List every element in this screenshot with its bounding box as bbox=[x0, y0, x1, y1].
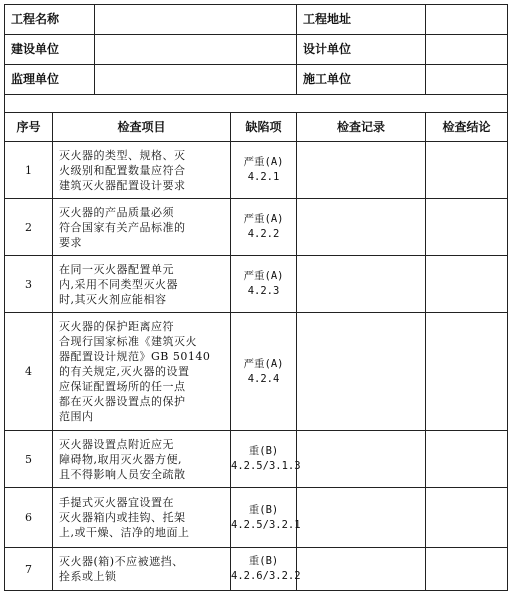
check-item-line: 灭火器的保护距离应符 bbox=[59, 320, 174, 333]
check-item-line: 建筑灭火器配置设计要求 bbox=[59, 178, 186, 192]
defect-severity: 严重(A) bbox=[243, 213, 284, 225]
table-row bbox=[5, 199, 508, 256]
defect-severity: 严重(A) bbox=[243, 357, 284, 370]
check-item-line: 范围内 bbox=[59, 410, 94, 423]
inspection-record-cell bbox=[297, 548, 426, 591]
defect-level bbox=[231, 548, 301, 591]
check-item bbox=[53, 431, 231, 488]
col-defect-header: 缺陷项 bbox=[231, 113, 297, 142]
column-header-row bbox=[5, 113, 508, 142]
defect-level bbox=[231, 313, 297, 431]
defect-level bbox=[231, 488, 301, 548]
check-item-line: 火级别和配置数量应符合 bbox=[59, 163, 186, 177]
construction-unit-label: 建设单位 bbox=[5, 35, 95, 65]
project-address-field bbox=[426, 5, 508, 35]
check-item-line: 灭火器箱内或挂钩、托架 bbox=[59, 511, 186, 524]
defect-clause: 4.2.5/3.1.3 bbox=[231, 460, 301, 472]
inspection-conclusion-cell bbox=[426, 548, 508, 591]
col-no-header: 序号 bbox=[5, 113, 53, 142]
table-row bbox=[5, 431, 508, 488]
header-row-2 bbox=[5, 35, 508, 65]
check-item-line: 灭火器的产品质量必须 bbox=[59, 205, 174, 219]
inspection-record-cell bbox=[297, 256, 426, 313]
check-item-line: 障碍物,取用灭火器方便, bbox=[59, 452, 182, 466]
check-item-line: 且不得影响人员安全疏散 bbox=[59, 467, 186, 481]
table-row bbox=[5, 142, 508, 199]
row-number: 5 bbox=[5, 431, 53, 488]
defect-level bbox=[231, 431, 301, 488]
construction-unit-field bbox=[95, 35, 297, 65]
defect-severity: 重(B) bbox=[248, 445, 279, 457]
builder-unit-field bbox=[426, 65, 508, 95]
check-item-line: 要求 bbox=[59, 235, 82, 249]
inspection-conclusion-cell bbox=[426, 431, 508, 488]
check-item bbox=[53, 313, 231, 431]
header-row-3 bbox=[5, 65, 508, 95]
design-unit-field bbox=[426, 35, 508, 65]
check-item-line: 器配置设计规范》GB 50140 bbox=[59, 350, 211, 363]
check-item-line: 内,采用不同类型灭火器 bbox=[59, 277, 178, 291]
project-name-label: 工程名称 bbox=[5, 5, 95, 35]
inspection-form bbox=[4, 4, 507, 610]
defect-clause: 4.2.6/3.2.2 bbox=[231, 570, 301, 582]
check-item-line: 灭火器(箱)不应被遮挡、 bbox=[59, 555, 184, 568]
check-item-line: 的有关规定,灭火器的设置 bbox=[59, 365, 190, 378]
inspection-conclusion-cell bbox=[426, 488, 508, 548]
check-item-line: 都在灭火器设置点的保护 bbox=[59, 395, 186, 408]
supervision-unit-field bbox=[95, 65, 297, 95]
inspection-rows bbox=[5, 142, 508, 591]
inspection-conclusion-cell bbox=[426, 142, 508, 199]
check-item-line: 灭火器的类型、规格、灭 bbox=[59, 148, 186, 162]
table-row bbox=[5, 488, 508, 548]
defect-severity: 重(B) bbox=[248, 503, 279, 516]
defect-severity: 严重(A) bbox=[243, 156, 284, 168]
defect-clause: 4.2.3 bbox=[247, 285, 280, 297]
check-item bbox=[53, 548, 231, 591]
check-item bbox=[53, 142, 231, 199]
row-number: 4 bbox=[5, 313, 53, 431]
inspection-record-cell bbox=[297, 488, 426, 548]
check-item-line: 时,其灭火剂应能相容 bbox=[59, 292, 167, 306]
inspection-record-cell bbox=[297, 142, 426, 199]
design-unit-label: 设计单位 bbox=[297, 35, 426, 65]
supervision-unit-label: 监理单位 bbox=[5, 65, 95, 95]
check-item-line: 应保证配置场所的任一点 bbox=[59, 380, 186, 393]
project-address-label: 工程地址 bbox=[297, 5, 426, 35]
defect-clause: 4.2.2 bbox=[247, 228, 280, 240]
inspection-record-cell bbox=[297, 313, 426, 431]
row-number: 2 bbox=[5, 199, 53, 256]
inspection-record-cell bbox=[297, 199, 426, 256]
spacer-row bbox=[5, 95, 508, 113]
defect-level bbox=[231, 142, 297, 199]
defect-severity: 重(B) bbox=[248, 555, 279, 567]
row-number: 3 bbox=[5, 256, 53, 313]
inspection-conclusion-cell bbox=[426, 313, 508, 431]
inspection-conclusion-cell bbox=[426, 199, 508, 256]
spacer-cell bbox=[5, 95, 508, 113]
check-item-line: 合现行国家标准《建筑灭火 bbox=[59, 335, 197, 348]
inspection-record-cell bbox=[297, 431, 426, 488]
defect-clause: 4.2.1 bbox=[247, 171, 280, 183]
check-item bbox=[53, 199, 231, 256]
inspection-conclusion-cell bbox=[426, 256, 508, 313]
row-number: 1 bbox=[5, 142, 53, 199]
table-row bbox=[5, 313, 508, 431]
check-item-line: 符合国家有关产品标准的 bbox=[59, 220, 186, 234]
row-number: 7 bbox=[5, 548, 53, 591]
col-item-header: 检查项目 bbox=[53, 113, 231, 142]
check-item-line: 手提式灭火器宜设置在 bbox=[59, 496, 174, 509]
table-row bbox=[5, 256, 508, 313]
check-item-line: 拴系或上锁 bbox=[59, 570, 117, 583]
builder-unit-label: 施工单位 bbox=[297, 65, 426, 95]
project-name-field bbox=[95, 5, 297, 35]
row-number: 6 bbox=[5, 488, 53, 548]
defect-clause: 4.2.5/3.2.1 bbox=[231, 518, 301, 531]
defect-level bbox=[231, 256, 297, 313]
check-item bbox=[53, 488, 231, 548]
col-record-header: 检查记录 bbox=[297, 113, 426, 142]
col-conclusion-header: 检查结论 bbox=[426, 113, 508, 142]
table-row bbox=[5, 548, 508, 591]
form-table bbox=[4, 4, 508, 591]
check-item-line: 上,或干燥、洁净的地面上 bbox=[59, 526, 190, 539]
check-item-line: 在同一灭火器配置单元 bbox=[59, 262, 174, 276]
check-item-line: 灭火器设置点附近应无 bbox=[59, 437, 174, 451]
header-row-1 bbox=[5, 5, 508, 35]
defect-severity: 严重(A) bbox=[243, 270, 284, 282]
check-item bbox=[53, 256, 231, 313]
defect-clause: 4.2.4 bbox=[247, 372, 280, 385]
defect-level bbox=[231, 199, 297, 256]
